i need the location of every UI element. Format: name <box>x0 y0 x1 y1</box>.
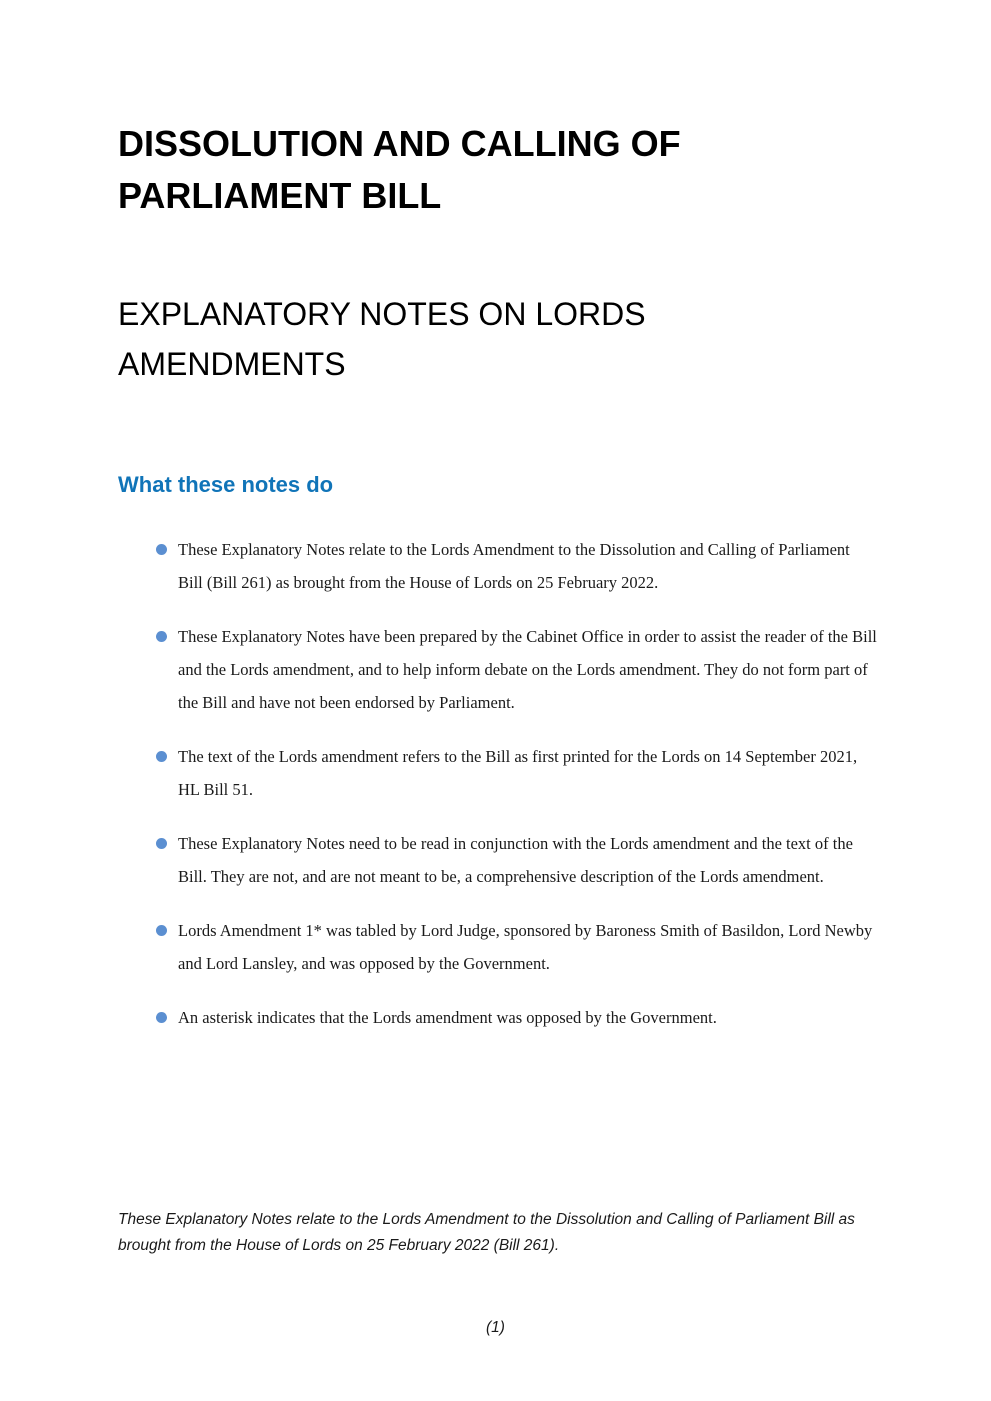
section-heading-what-these-notes-do: What these notes do <box>118 472 334 497</box>
list-item-text: These Explanatory Notes need to be read in conjunction with the Lords amendment and the text of the Bill. They are not, and are not meant to be, a comprehensive description of the Lords amendment. <box>178 834 853 886</box>
bullet-icon <box>156 925 167 936</box>
page-subtitle-line-1: EXPLANATORY NOTES ON LORDS <box>118 296 646 332</box>
bullet-icon <box>156 1012 167 1023</box>
page-subtitle <box>118 222 778 389</box>
bullet-icon <box>156 838 167 849</box>
page-number: (1) <box>486 1319 505 1336</box>
list-item <box>118 740 878 806</box>
bullet-icon <box>156 751 167 762</box>
bullet-icon <box>156 631 167 642</box>
footer-note: These Explanatory Notes relate to the Lords Amendment to the Dissolution and Calling of Parliament Bill as brought from the House of Lords on 25 February 2022 (Bill 261). <box>118 1211 855 1254</box>
notes-list <box>118 499 878 1034</box>
list-item-text: These Explanatory Notes relate to the Lords Amendment to the Dissolution and Calling of Parliament Bill (Bill 261) as brought from the House of Lords on 25 February 2022. <box>178 540 850 592</box>
page-subtitle-line-2: AMENDMENTS <box>118 346 346 382</box>
list-item-text: The text of the Lords amendment refers to the Bill as first printed for the Lords on 14 September 2021, HL Bill 51. <box>178 747 858 799</box>
list-item-text: These Explanatory Notes have been prepared by the Cabinet Office in order to assist the reader of the Bill and the Lords amendment, and to help inform debate on the Lords amendment. They do not form part of the Bill and have not been endorsed by Parliament. <box>178 627 877 712</box>
list-item <box>118 827 878 893</box>
bullet-icon <box>156 544 167 555</box>
list-item-text: An asterisk indicates that the Lords amendment was opposed by the Government. <box>178 1008 717 1027</box>
list-item-text: Lords Amendment 1* was tabled by Lord Judge, sponsored by Baroness Smith of Basildon, Lord Newby and Lord Lansley, and was opposed by the Government. <box>178 921 873 973</box>
page-title <box>118 0 758 222</box>
list-item <box>118 620 878 719</box>
list-item <box>118 1001 878 1034</box>
list-item <box>118 533 878 599</box>
page-content <box>118 0 878 1034</box>
page-title-line-1: DISSOLUTION AND CALLING OF <box>118 123 681 164</box>
page-title-line-2: PARLIAMENT BILL <box>118 175 442 216</box>
list-item <box>118 914 878 980</box>
